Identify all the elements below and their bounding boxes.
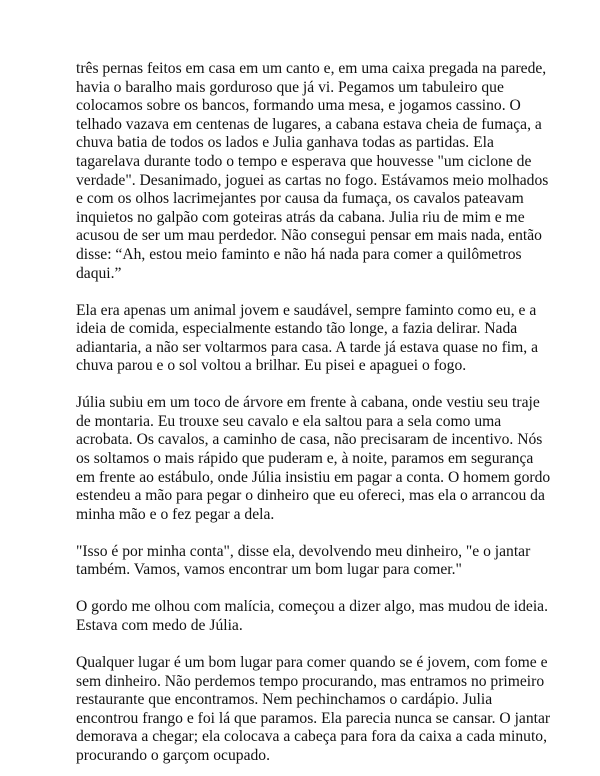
- paragraph-1: três pernas feitos em casa em um canto e, em uma caixa pregada na parede, havia o baralho mais gorduroso que já vi. Pegamos um tabuleiro que colocamos sobre os bancos, formando uma mesa, e jogamos cassino. O telhado vazava em centenas de lugares, a cabana estava cheia de fumaça, a chuva batia de todos os lados e Julia ganhava todas as partidas. Ela tagarelava durante todo o tempo e esperava que houvesse "um ciclone de verdade". Desanimado, joguei as cartas no fogo. Estávamos meio molhados e com os olhos lacrimejantes por causa da fumaça, os cavalos pateavam inquietos no galpão com goteiras atrás da cabana. Julia riu de mim e me acusou de ser um mau perdedor. Não consegui pensar em mais nada, então disse: “Ah, estou meio faminto e não há nada para comer a quilômetros daqui.”: [76, 60, 549, 282]
- paragraph-3: Júlia subiu em um toco de árvore em frente à cabana, onde vestiu seu traje de montaria. Eu trouxe seu cavalo e ela saltou para a sela como uma acrobata. Os cavalos, a caminho de casa, não precisaram de incentivo. Nós os soltamos o mais rápido que puderam e, à noite, paramos em segurança em frente ao estábulo, onde Júlia insistiu em pagar a conta. O homem gordo estendeu a mão para pegar o dinheiro que eu ofereci, mas ela o arrancou da minha mão e o fez pegar a dela.: [76, 394, 551, 523]
- paragraph-6: Qualquer lugar é um bom lugar para comer quando se é jovem, com fome e sem dinheiro. Não perdemos tempo procurando, mas entramos no primeiro restaurante que encontramos. Nem pechinchamos o cardápio. Julia encontrou frango e foi lá que paramos. Ela parecia nunca se cansar. O jantar demorava a chegar; ela colocava a cabeça para fora da caixa a cada minuto, procurando o garçom ocupado.: [76, 653, 551, 764]
- paragraph-5: O gordo me olhou com malícia, começou a dizer algo, mas mudou de ideia. Estava com medo de Júlia.: [76, 598, 549, 634]
- paragraph-4: "Isso é por minha conta", disse ela, devolvendo meu dinheiro, "e o jantar também. Vamos, vamos encontrar um bom lugar para comer.": [76, 542, 531, 579]
- document-page: [76, 60, 556, 766]
- paragraph-2: Ela era apenas um animal jovem e saudável, sempre faminto como eu, e a ideia de comida, especialmente estando tão longe, a fazia delirar. Nada adiantaria, a não ser voltarmos para casa. A tarde já estava quase no fim, a chuva parou e o sol voltou a brilhar. Eu pisei e apaguei o fogo.: [76, 301, 538, 375]
